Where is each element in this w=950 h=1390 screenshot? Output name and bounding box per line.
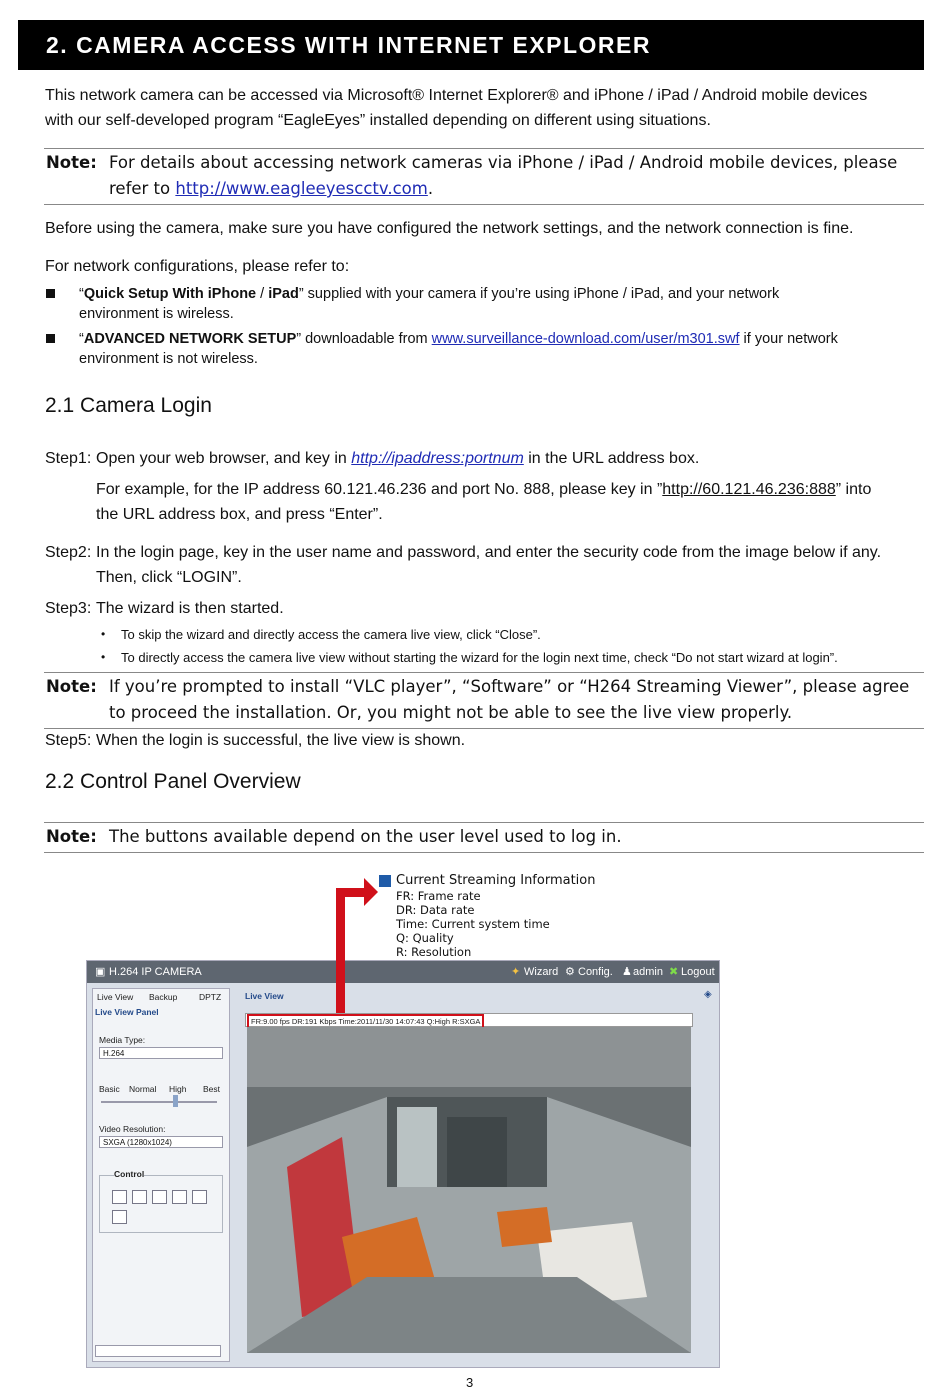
tab-backup[interactable]: Backup	[149, 992, 178, 1002]
wizard-icon: ✦	[511, 966, 521, 978]
section-title-camera-login: 2.1 Camera Login	[45, 394, 212, 417]
page-number: 3	[466, 1375, 474, 1390]
eagleeyes-link[interactable]: http://www.eagleeyescctv.com	[175, 179, 428, 198]
url-format-link[interactable]: http://ipaddress:portnum	[351, 450, 524, 467]
callout-q: Q: Quality	[396, 931, 454, 945]
step5-text: When the login is successful, the live view is shown.	[96, 732, 466, 749]
section-title-control-panel: 2.2 Control Panel Overview	[45, 770, 301, 793]
step3-sub-2: To directly access the camera live view without starting the wizard for the login next time, check “Do not start wizard at login”.	[121, 650, 838, 665]
step5-label: Step5:	[45, 732, 92, 749]
download-link[interactable]: www.surveillance-download.com/user/m301.swf	[431, 331, 740, 347]
note-line-1: If you’re prompted to install “VLC player”, “Software” or “H264 Streaming Viewer”, please agree	[109, 677, 910, 696]
arrow-shaft	[336, 888, 345, 1013]
step1-text: Open your web browser, and key in http://ipaddress:portnum in the URL address box.	[96, 450, 700, 467]
callout-dr: DR: Data rate	[396, 903, 475, 917]
step3-text: The wizard is then started.	[96, 600, 284, 617]
admin-icon: ♟	[622, 966, 632, 978]
media-type-label: Media Type:	[99, 1035, 146, 1045]
camera-logo-icon: ▣	[95, 966, 106, 978]
panel-title: Live View Panel	[95, 1007, 159, 1017]
tab-live-view[interactable]: Live View	[97, 992, 134, 1002]
callout-title: Current Streaming Information	[396, 873, 596, 888]
config-button[interactable]: Config.	[578, 966, 613, 978]
help-icon[interactable]: ◈	[704, 989, 712, 1000]
callout-time: Time: Current system time	[396, 917, 550, 931]
note-label: Note:	[46, 153, 97, 172]
resolution-label: Video Resolution:	[99, 1124, 166, 1134]
admin-button[interactable]: admin	[633, 966, 663, 978]
ui-title: H.264 IP CAMERA	[109, 966, 202, 978]
note-line-2: to proceed the installation. Or, you might not be able to see the live view properly.	[109, 703, 793, 722]
step2-label: Step2:	[45, 544, 92, 561]
config-icon: ⚙	[565, 966, 575, 978]
example-url-link[interactable]: http://60.121.46.236:888	[662, 481, 836, 498]
step1-label: Step1:	[45, 450, 92, 467]
quality-high: High	[169, 1084, 187, 1094]
step3-sub-1: To skip the wizard and directly access the camera live view, click “Close”.	[121, 627, 541, 642]
intro-line-1: This network camera can be accessed via Microsoft® Internet Explorer® and iPhone / iPad / Android mobile devices	[45, 87, 868, 104]
chapter-banner: 2. CAMERA ACCESS WITH INTERNET EXPLORER	[18, 20, 924, 70]
media-type-select[interactable]: H.264	[99, 1047, 223, 1059]
resolution-select[interactable]: SXGA (1280x1024)	[99, 1136, 223, 1148]
sub-bullet-icon: •	[101, 650, 106, 664]
quality-normal: Normal	[129, 1084, 157, 1094]
note-label: Note:	[46, 677, 97, 696]
note-label: Note:	[46, 827, 97, 846]
advanced-setup-title: ADVANCED NETWORK SETUP	[83, 331, 297, 347]
intro-line-2: with our self-developed program “EagleEyes” installed depending on different using situations.	[45, 112, 711, 129]
note-line-1: For details about accessing network cameras via iPhone / iPad / Android mobile devices, please	[109, 153, 898, 172]
callout-r: R: Resolution	[396, 945, 472, 959]
bullet-advanced-setup: “ADVANCED NETWORK SETUP” downloadable from www.surveillance-download.com/user/m301.swf if your network environment is not wireless.	[79, 331, 838, 367]
before-paragraph: Before using the camera, make sure you have configured the network settings, and the network connection is fine.	[45, 220, 854, 237]
note-line-2: refer to http://www.eagleeyescctv.com.	[109, 179, 434, 198]
quality-best: Best	[203, 1084, 221, 1094]
network-config-intro: For network configurations, please refer to:	[45, 258, 350, 275]
tab-dptz[interactable]: DPTZ	[199, 992, 222, 1002]
step1-example: For example, for the IP address 60.121.46.236 and port No. 888, please key in ”http://60.121.46.236:888” into the URL address box, and press “Enter”.	[96, 481, 872, 523]
arrow-head	[364, 878, 378, 906]
note-text: The buttons available depend on the user level used to log in.	[109, 827, 622, 846]
logout-icon: ✖	[669, 966, 679, 978]
arrow-elbow	[336, 888, 366, 897]
step2-text: In the login page, key in the user name and password, and enter the security code from the image below if any. Then, click “LOGIN”.	[96, 544, 882, 586]
quality-basic: Basic	[99, 1084, 120, 1094]
stream-info-text: FR:9.00 fps DR:191 Kbps Time:2011/11/30 14:07:43 Q:High R:SXGA	[247, 1014, 484, 1029]
main-tab-live-view[interactable]: Live View	[245, 991, 284, 1001]
quick-setup-title: Quick Setup With iPhone	[83, 286, 257, 302]
control-label: Control	[114, 1169, 145, 1179]
bullet-quick-setup: “Quick Setup With iPhone / iPad” supplied with your camera if you’re using iPhone / iPad, and your network environment is wireless.	[79, 286, 780, 322]
sub-bullet-icon: •	[101, 627, 106, 641]
logout-button[interactable]: Logout	[681, 966, 715, 978]
callout-fr: FR: Frame rate	[396, 889, 481, 903]
step3-label: Step3:	[45, 600, 92, 617]
wizard-button[interactable]: Wizard	[524, 966, 559, 978]
